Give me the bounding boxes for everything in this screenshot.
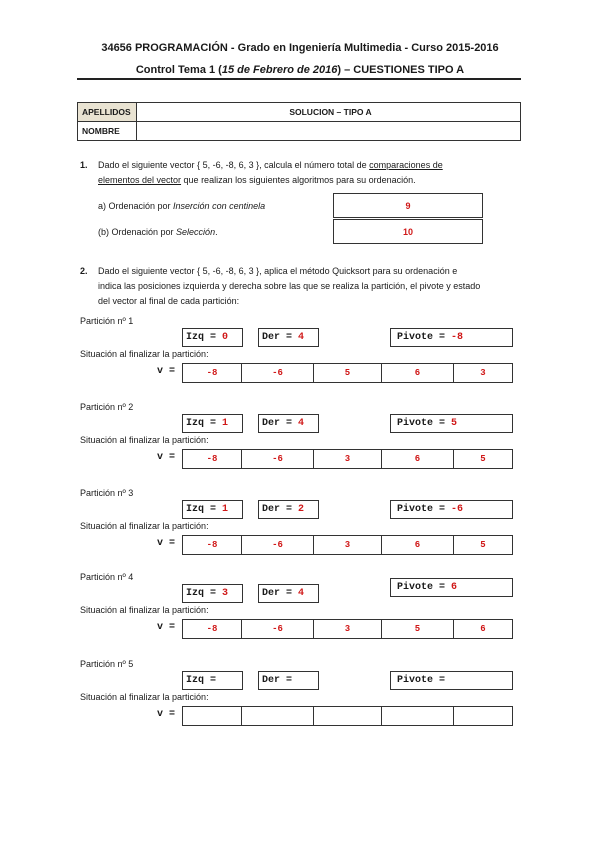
vector-row <box>182 706 513 726</box>
izq-value: 1 <box>222 418 229 429</box>
der-value: 4 <box>298 332 305 343</box>
document-title: 34656 PROGRAMACIÓN - Grado en Ingeniería Multimedia - Curso 2015-2016 <box>101 42 499 54</box>
izq-field[interactable] <box>182 414 243 433</box>
der-label: Der = <box>262 504 299 515</box>
vector-cell[interactable]: -6 <box>242 536 314 554</box>
vector-cell[interactable]: 6 <box>382 536 454 554</box>
vector-cell[interactable]: -8 <box>183 450 242 468</box>
q1-b-answer[interactable]: 10 <box>333 219 483 244</box>
vector-cell[interactable]: -8 <box>183 620 242 638</box>
q2-number: 2. <box>80 266 88 276</box>
situacion-label: Situación al finalizar la partición: <box>80 521 209 531</box>
izq-field[interactable] <box>182 671 243 690</box>
pivote-field[interactable] <box>390 671 513 690</box>
nombre-label: NOMBRE <box>78 122 137 141</box>
vector-cell[interactable]: 3 <box>480 368 486 378</box>
der-value: 2 <box>298 504 305 515</box>
der-field[interactable] <box>258 328 319 347</box>
vector-cell[interactable]: 6 <box>382 450 454 468</box>
subtitle-date: 15 de Febrero de 2016 <box>221 64 338 76</box>
der-field[interactable] <box>258 414 319 433</box>
der-field[interactable] <box>258 671 319 690</box>
der-field[interactable] <box>258 584 319 603</box>
vector-cell[interactable] <box>454 707 512 725</box>
pivote-label: Pivote = <box>397 332 452 343</box>
vector-row <box>182 619 513 639</box>
der-value: 4 <box>298 418 305 429</box>
vector-cell[interactable]: 3 <box>314 450 382 468</box>
vector-cell[interactable]: 5 <box>314 364 382 382</box>
vector-row <box>182 535 513 555</box>
vector-label: v = <box>157 538 176 549</box>
pivote-field[interactable] <box>390 500 513 519</box>
izq-label: Izq = <box>186 675 217 686</box>
q1-a-method: Inserción con centinela <box>173 201 266 211</box>
vector-cell[interactable]: 6 <box>382 364 454 382</box>
nombre-field[interactable] <box>137 122 521 141</box>
situacion-label: Situación al finalizar la partición: <box>80 605 209 615</box>
vector-cell[interactable]: -6 <box>242 620 314 638</box>
situacion-label: Situación al finalizar la partición: <box>80 692 209 702</box>
vector-label: v = <box>157 622 176 633</box>
vector-label: v = <box>157 366 176 377</box>
subtitle-pre: Control Tema 1 ( <box>135 64 222 76</box>
situacion-label: Situación al finalizar la partición: <box>80 349 209 359</box>
partition-title: Partición nº 2 <box>80 402 134 412</box>
identity-table <box>77 102 521 141</box>
vector-cell[interactable]: -6 <box>242 450 314 468</box>
der-field[interactable] <box>258 500 319 519</box>
vector-cell[interactable]: 3 <box>314 620 382 638</box>
izq-label: Izq = <box>186 332 223 343</box>
pivote-field[interactable] <box>390 578 513 597</box>
q2-line-3: del vector al final de cada partición: <box>98 296 240 306</box>
pivote-value: 6 <box>451 582 458 593</box>
header-rule <box>77 78 521 80</box>
vector-cell[interactable]: 5 <box>480 540 486 550</box>
q2-statement <box>98 264 528 309</box>
apellidos-row <box>78 103 521 122</box>
pivote-value: -6 <box>451 504 464 515</box>
vector-cell[interactable]: -8 <box>183 536 242 554</box>
vector-cell[interactable] <box>314 707 382 725</box>
partition-title: Partición nº 5 <box>80 659 134 669</box>
situacion-label: Situación al finalizar la partición: <box>80 435 209 445</box>
pivote-value: 5 <box>451 418 458 429</box>
izq-value: 0 <box>222 332 229 343</box>
pivote-label: Pivote = <box>397 504 452 515</box>
vector-cell[interactable] <box>183 707 242 725</box>
vector-cell[interactable] <box>242 707 314 725</box>
apellidos-label: APELLIDOS <box>78 103 137 122</box>
document-subtitle <box>0 64 600 76</box>
partition-title: Partición nº 1 <box>80 316 134 326</box>
izq-label: Izq = <box>186 418 223 429</box>
pivote-label: Pivote = <box>397 582 452 593</box>
vector-cell[interactable]: 3 <box>314 536 382 554</box>
izq-value: 1 <box>222 504 229 515</box>
q1-text-a: Dado el siguiente vector { 5, -6, -8, 6, 3 }, calcula el número total de <box>98 160 370 170</box>
vector-row <box>182 363 513 383</box>
vector-cell[interactable]: 5 <box>480 454 486 464</box>
izq-label: Izq = <box>186 504 223 515</box>
q2-line-1: Dado el siguiente vector { 5, -6, -8, 6, 3 }, aplica el método Quicksort para su ordenación e <box>98 266 458 276</box>
vector-cell[interactable] <box>382 707 454 725</box>
q1-b-method: Selección <box>176 227 216 237</box>
vector-cell[interactable]: -8 <box>183 364 242 382</box>
q1-a-prefix: a) Ordenación por <box>98 201 174 211</box>
vector-cell[interactable]: 6 <box>480 624 486 634</box>
vector-label: v = <box>157 709 176 720</box>
q2-line-2: indica las posiciones izquierda y derecha sobre las que se realiza la partición, el pivote y estado <box>98 281 481 291</box>
q1-b-prefix: (b) Ordenación por <box>98 227 177 237</box>
izq-value: 3 <box>222 588 229 599</box>
q1-underline-2: elementos del vector <box>98 175 182 185</box>
pivote-value: -8 <box>451 332 464 343</box>
q1-a-label <box>98 199 265 214</box>
pivote-label: Pivote = <box>397 418 452 429</box>
nombre-row <box>78 122 521 141</box>
partition-title: Partición nº 4 <box>80 572 134 582</box>
pivote-label: Pivote = <box>397 675 446 686</box>
q1-text-b: que realizan los siguientes algoritmos para su ordenación. <box>181 175 416 185</box>
der-label: Der = <box>262 588 299 599</box>
izq-field[interactable] <box>182 584 243 603</box>
apellidos-field[interactable]: SOLUCION – TIPO A <box>137 103 521 122</box>
vector-label: v = <box>157 452 176 463</box>
pivote-field[interactable] <box>390 414 513 433</box>
vector-cell[interactable]: 5 <box>382 620 454 638</box>
izq-field[interactable] <box>182 500 243 519</box>
der-label: Der = <box>262 418 299 429</box>
vector-cell[interactable]: -6 <box>242 364 314 382</box>
pivote-field[interactable] <box>390 328 513 347</box>
subtitle-post: ) – CUESTIONES TIPO A <box>337 64 465 76</box>
q1-a-answer[interactable]: 9 <box>333 193 483 218</box>
q1-statement <box>98 158 528 188</box>
der-label: Der = <box>262 675 293 686</box>
izq-label: Izq = <box>186 588 223 599</box>
q1-number: 1. <box>80 160 88 170</box>
vector-row <box>182 449 513 469</box>
der-label: Der = <box>262 332 299 343</box>
q1-b-suffix: . <box>215 227 218 237</box>
izq-field[interactable] <box>182 328 243 347</box>
q1-b-label <box>98 225 218 240</box>
der-value: 4 <box>298 588 305 599</box>
partition-title: Partición nº 3 <box>80 488 134 498</box>
q1-underline-1: comparaciones de <box>369 160 443 170</box>
